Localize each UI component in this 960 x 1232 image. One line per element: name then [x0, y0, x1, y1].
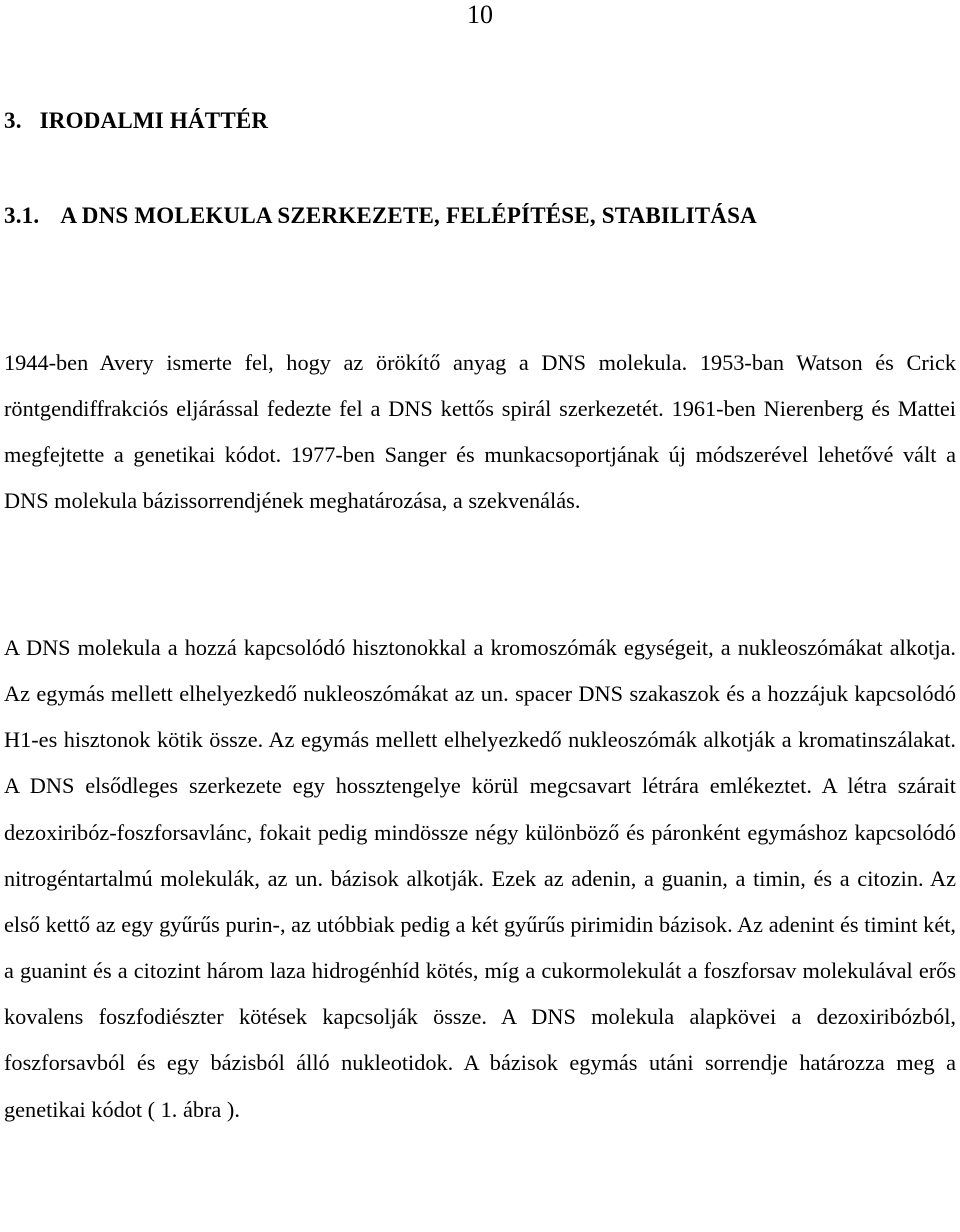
paragraph-dna-history: 1944-ben Avery ismerte fel, hogy az örökítő anyag a DNS molekula. 1953-ban Watson és Crick röntgendiffrakciós eljárással fedezte fel a DNS kettős spirál szerkezetét. 1961-ben Nierenberg és Mattei megfejtette a genetikai kódot. 1977-ben Sanger és munkacsoportjának új módszerével lehetővé vált a DNS molekula bázissorrendjének meghatározása, a szekvenálás. — [4, 350, 956, 514]
page-number: 10 — [467, 0, 493, 29]
chapter-title: IRODALMI HÁTTÉR — [39, 108, 269, 133]
section-heading — [4, 203, 757, 229]
chapter-heading — [4, 108, 268, 134]
section-number: 3.1. — [4, 203, 40, 228]
paragraph-dna-structure: A DNS molekula a hozzá kapcsolódó hisztonokkal a kromoszómák egységeit, a nukleoszómákat alkotja. Az egymás mellett elhelyezkedő nukleoszómákat az un. spacer DNS szakaszok és a hozzájuk kapcsolódó H1-es hisztonok kötik össze. Az egymás mellett elhelyezkedő nukleoszómák alkotják a kromatinszálakat. A DNS elsődleges szerkezete egy hossztengelye körül megcsavart létrára emlékeztet. A létra szárait dezoxiribóz-foszforsavlánc, fokait pedig mindössze négy különböző és páronként egymáshoz kapcsolódó nitrogéntartalmú molekulák, az un. bázisok alkotják. Ezek az adenin, a guanin, a timin, és a citozin. Az első kettő az egy gyűrűs purin-, az utóbbiak pedig a két gyűrűs pirimidin bázisok. Az adenint és timint két, a guanint és a citozint három laza hidrogénhíd kötés, míg a cukormolekulát a foszforsav molekulával erős kovalens foszfodiészter kötések kapcsolják össze. A DNS molekula alapkövei a dezoxiribózból, foszforsavból és egy bázisból álló nukleotidok. A bázisok egymás utáni sorrendje határozza meg a genetikai kódot ( 1. ábra ). — [4, 635, 956, 1122]
section-title: A DNS MOLEKULA SZERKEZETE, FELÉPÍTÉSE, STABILITÁSA — [60, 203, 757, 228]
chapter-number: 3. — [4, 108, 22, 133]
